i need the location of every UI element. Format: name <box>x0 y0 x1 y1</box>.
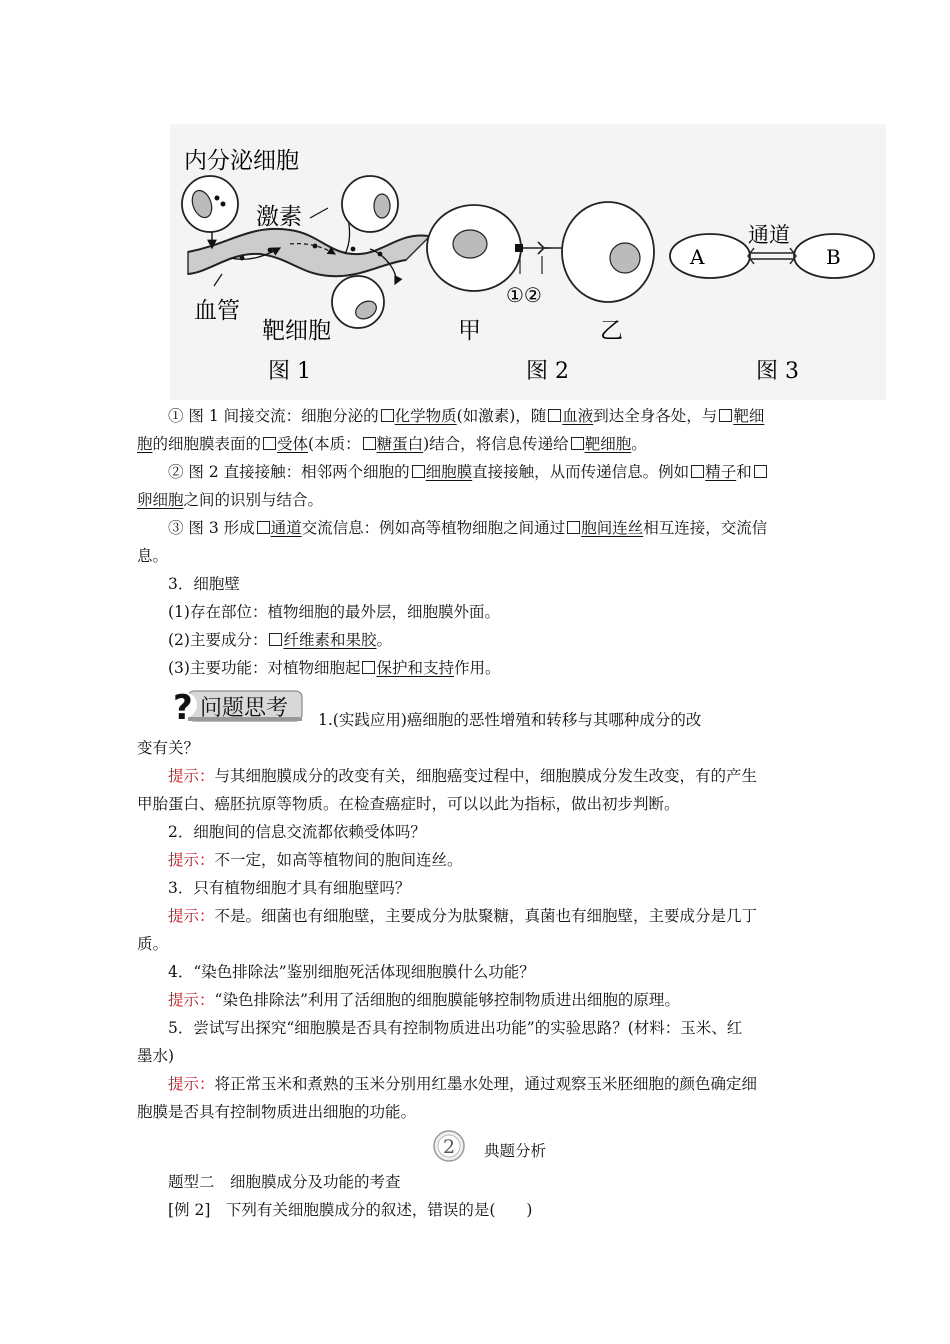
blank-box <box>719 409 732 422</box>
fig2-markers: ①② <box>506 283 542 307</box>
endocrine-cell <box>182 176 238 232</box>
badge-label: 问题思考 <box>200 696 289 721</box>
fig2-caption: 图 2 <box>526 359 569 384</box>
svg-text:2: 2 <box>443 1136 456 1158</box>
fig1-caption: 图 1 <box>268 359 311 384</box>
type2-heading: 题型二 细胞膜成分及功能的考查 <box>168 1173 401 1191</box>
question4: 4．“染色排除法”鉴别细胞死活体现细胞膜什么功能？ <box>168 963 535 981</box>
hint3-line1: 提示：不是。细菌也有细胞壁，主要成分为肽聚糖，真菌也有细胞壁，主要成分是几丁 <box>168 907 758 925</box>
blank-box <box>571 437 584 450</box>
question2: 2．细胞间的信息交流都依赖受体吗？ <box>168 823 426 841</box>
para-direct-line2: 卵细胞之间的识别与结合。 <box>137 491 324 509</box>
target-cell-top <box>342 176 398 232</box>
para-indirect-line1: ① 图 1 间接交流：细胞分泌的 化学物质(如激素)，随 血液到达全身各处，与 靶细 <box>168 407 765 425</box>
para-channel-line1: ③ 图 3 形成 通道交流信息：例如高等植物细胞之间通过 胞间连丝相互连接，交流信 <box>168 519 768 537</box>
blank-box <box>754 465 767 478</box>
blank-box <box>257 521 270 534</box>
hint1-line1: 提示：与其细胞膜成分的改变有关，细胞癌变过程中，细胞膜成分发生改变，有的产生 <box>168 767 758 785</box>
figure-diagram <box>170 124 886 400</box>
fig3-channel-label: 通道 <box>748 223 790 247</box>
question5-line2: 墨水) <box>137 1047 175 1065</box>
cell-jia <box>427 205 521 291</box>
hint2: 提示：不一定，如高等植物间的胞间连丝。 <box>168 851 463 869</box>
section-number-icon <box>432 1129 466 1163</box>
hint3-line2: 质。 <box>137 935 169 953</box>
blank-box <box>548 409 561 422</box>
fig3-a-label: A <box>690 245 705 269</box>
cell-a <box>670 234 750 278</box>
blank-box <box>263 437 276 450</box>
cell-wall-heading: 3．细胞壁 <box>168 575 240 593</box>
target-cell-bottom <box>332 276 384 328</box>
fig1-target-label: 靶细胞 <box>262 318 331 344</box>
fig1-vessel-label: 血管 <box>194 298 240 324</box>
question-thinking-badge <box>170 687 304 723</box>
fig3-b-label: B <box>826 245 841 269</box>
question1-line1: 1.(实践应用)癌细胞的恶性增殖和转移与其哪种成分的改 <box>318 711 702 729</box>
blank-box <box>381 409 394 422</box>
para-direct-line1: ② 图 2 直接接触：相邻两个细胞的 细胞膜直接接触，从而传递信息。例如 精子和 <box>137 458 848 486</box>
blank-box <box>362 661 375 674</box>
hint1-line2: 甲胎蛋白、癌胚抗原等物质。在检查癌症时，可以以此为指标，做出初步判断。 <box>137 795 680 813</box>
cell-wall-components: (2)主要成分： 纤维素和果胶。 <box>168 631 392 649</box>
question3: 3．只有植物细胞才具有细胞壁吗？ <box>168 879 411 897</box>
example2-question: [例 2] 下列有关细胞膜成分的叙述，错误的是( ) <box>168 1201 533 1219</box>
hint4: 提示：“染色排除法”利用了活细胞的细胞膜能够控制物质进出细胞的原理。 <box>168 991 680 1009</box>
blank-box <box>363 437 376 450</box>
blank-box <box>567 521 580 534</box>
question1-line2: 变有关？ <box>137 739 200 757</box>
blood-vessel <box>188 229 432 276</box>
fig3-caption: 图 3 <box>756 359 799 384</box>
blank-box <box>412 465 425 478</box>
question-mark-icon: ? <box>173 688 193 723</box>
cell-communication-figure <box>170 124 886 400</box>
blank-box <box>691 465 704 478</box>
para-channel-line2: 息。 <box>137 547 169 565</box>
fig2-yi-label: 乙 <box>600 318 623 344</box>
hint5-line1: 提示：将正常玉米和煮熟的玉米分别用红墨水处理，通过观察玉米胚细胞的颜色确定细 <box>168 1075 758 1093</box>
question5-line1: 5．尝试写出探究“细胞膜是否具有控制物质进出功能”的实验思路？(材料：玉米、红 <box>168 1019 743 1037</box>
cell-wall-function: (3)主要功能：对植物细胞起 保护和支持作用。 <box>168 659 501 677</box>
para-indirect-line2: 胞的细胞膜表面的 受体(本质： 糖蛋白)结合，将信息传递给 靶细胞。 <box>137 435 647 453</box>
cell-wall-location: (1)存在部位：植物细胞的最外层，细胞膜外面。 <box>168 603 500 621</box>
cell-yi <box>562 202 654 302</box>
fig2-jia-label: 甲 <box>458 318 481 344</box>
fig1-endocrine-label: 内分泌细胞 <box>184 148 299 174</box>
blank-box <box>269 633 282 646</box>
fig1-hormone-label: 激素 <box>256 204 302 230</box>
section2-title: 典题分析 <box>484 1142 547 1160</box>
hint5-line2: 胞膜是否具有控制物质进出细胞的功能。 <box>137 1103 417 1121</box>
